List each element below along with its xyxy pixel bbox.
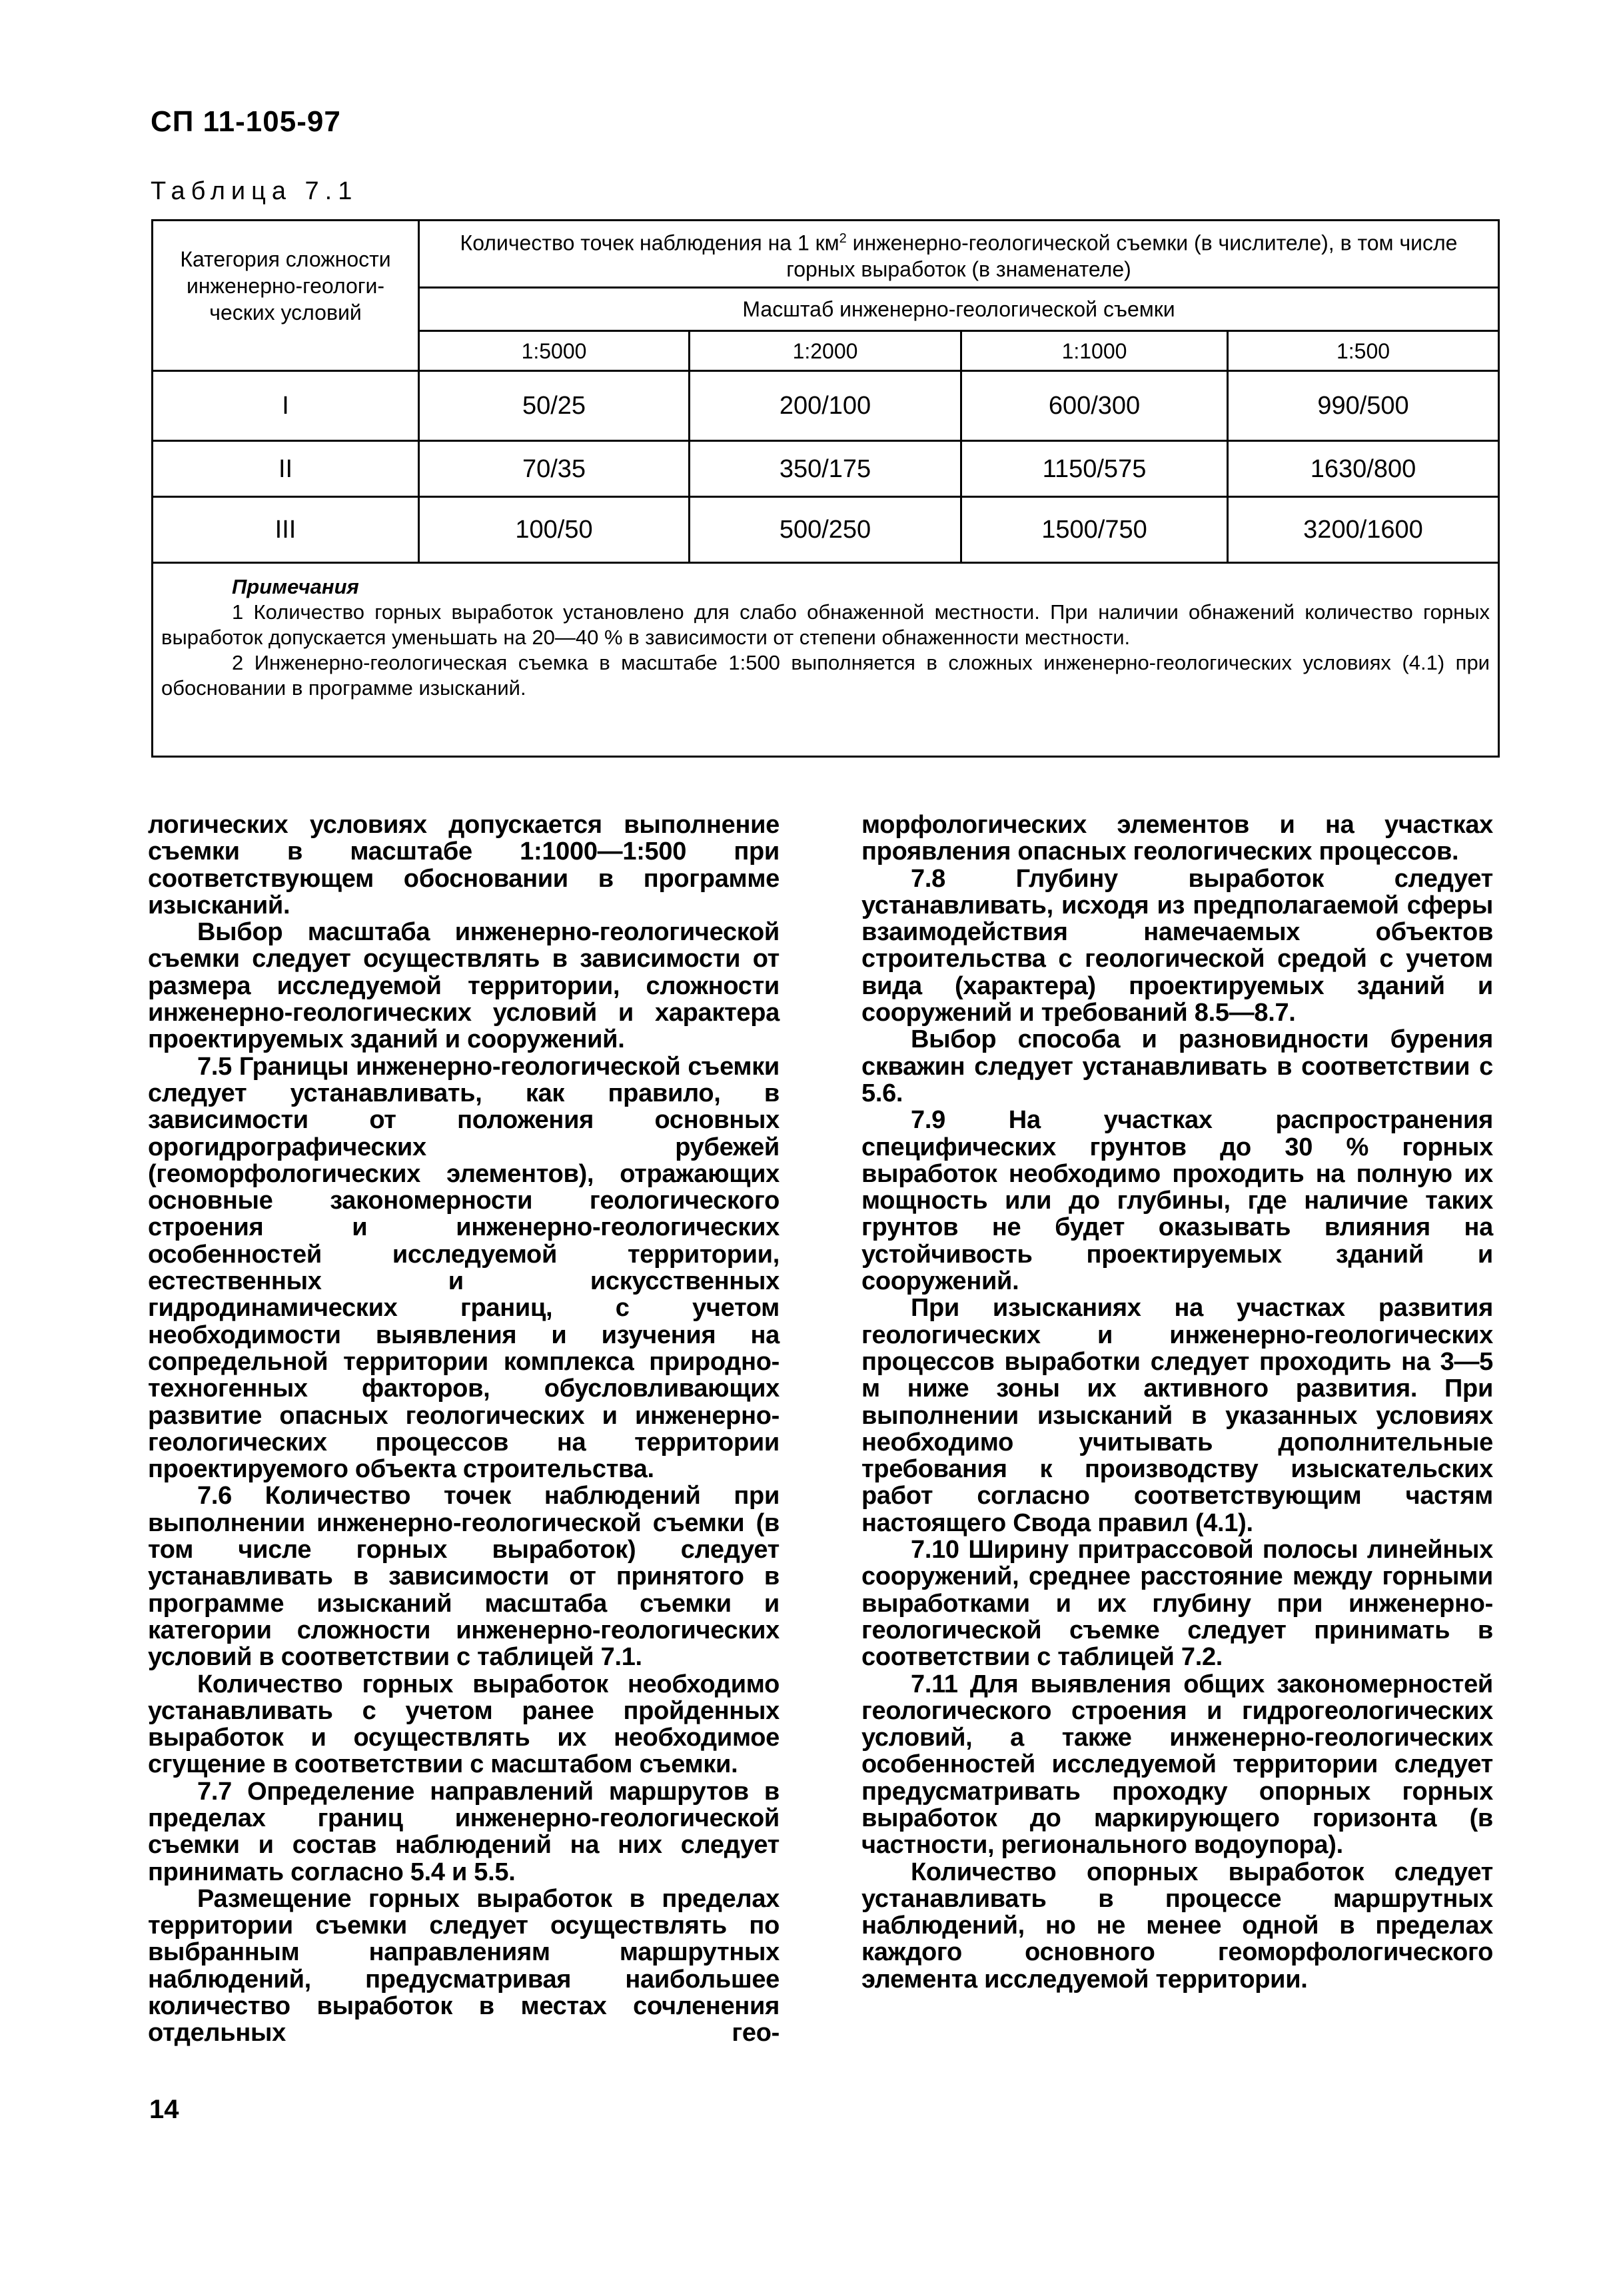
paragraph-7-10 xyxy=(861,1536,1493,1670)
paragraph-text: Количество опорных выработок следует устанавливать в процессе маршрутных наблюдений, но не менее одной в пределах каждого основного геоморфологического элемента исследуемой территории. xyxy=(861,1858,1493,1994)
paragraph xyxy=(148,919,780,1053)
superscript: 2 xyxy=(839,231,847,246)
paragraph-text: Размещение горных выработок в пределах территории съемки следует осуществлять по выбранным направлениям маршрутных наблюдений, предусматривая наибольшее количество выработок в местах сочленения отдельных гео- xyxy=(148,1884,780,2047)
paragraph-text: На участках распространения специфических грунтов до 30 % горных выработок необходимо проходить на полную их мощность или до глубины, где наличие таких грунтов не будет оказывать влияния на устойчивость проектируемых зданий и сооружений. xyxy=(861,1106,1493,1296)
note-item: 2 Инженерно-геологическая съемка в масштабе 1:500 выполняется в сложных инженерно-геологических условиях (4.1) при обосновании в программе изысканий. xyxy=(161,651,1490,700)
paragraph-text: логических условиях допускается выполнение съемки в масштабе 1:1000—1:500 при соответствующем обосновании в программе изысканий. xyxy=(148,811,780,919)
clause-number: 7.11 xyxy=(911,1670,958,1698)
paragraph-text: Количество горных выработок необходимо устанавливать с учетом ранее пройденных выработок и осуществлять их необходимое сгущение в соответствии с масштабом съемки. xyxy=(148,1670,780,1779)
paragraph xyxy=(861,1295,1493,1536)
paragraph-7-9 xyxy=(861,1107,1493,1295)
paragraph-text: Для выявления общих закономерностей геологического строения и гидрогеологических условий, а также инженерно-геологических особенностей исследуемой территории следует предусматривать проходку опорных горных выработок до маркирующего горизонта (в частности, регионального водоупора). xyxy=(861,1670,1493,1860)
value-cell: 50/25 xyxy=(522,392,586,420)
page-number: 14 xyxy=(149,2095,179,2124)
paragraph-7-8 xyxy=(861,865,1493,1027)
clause-number: 7.8 xyxy=(911,864,945,893)
table-7-1 xyxy=(151,219,1500,758)
row-header-category xyxy=(153,221,418,370)
paragraph-text: Количество точек наблюдений при выполнении инженерно-геологической съемки (в том числе горных выработок) следует устанавливать в зависимости от принятого в программе изысканий масштаба съемки и категории сложности инженерно-геологических условий в соответствии с таблицей 7.1. xyxy=(148,1482,780,1672)
paragraph xyxy=(148,812,780,919)
value-cell: 1630/800 xyxy=(1310,454,1416,483)
clause-number: 7.9 xyxy=(911,1106,945,1135)
clause-number: 7.7 xyxy=(197,1777,232,1806)
value-cell: 500/250 xyxy=(779,516,871,544)
paragraph-text: Ширину притрассовой полосы линейных сооружений, среднее расстояние между горными выработками и их глубину при инженерно-геологической съемке следует принимать в соответствии с таблицей 7.2. xyxy=(861,1536,1493,1672)
value-cell: 70/35 xyxy=(522,454,586,483)
column-header-main-text: Количество точек наблюдения на 1 км xyxy=(460,231,839,255)
column-header-main xyxy=(420,221,1498,287)
table-caption: Таблица 7.1 xyxy=(151,177,358,205)
note-item: 1 Количество горных выработок установлено для слабо обнаженной местности. При наличии обнажений количество горных выработок допускается уменьшать на 20—40 % в зависимости от степени обнаженности местности. xyxy=(161,600,1490,649)
scale-header: 1:2000 xyxy=(792,338,858,363)
scale-header: 1:1000 xyxy=(1061,338,1127,363)
row-header-line: ческих условий xyxy=(209,300,362,324)
document-code: СП 11-105-97 xyxy=(151,105,341,138)
paragraph-text: Выбор масштаба инженерно-геологической съемки следует осуществлять в зависимости от размера исследуемой территории, сложности инженерно-геологических условий и характера проектируемых зданий и сооружений. xyxy=(148,918,780,1054)
notes-title: Примечания xyxy=(232,575,359,598)
paragraph xyxy=(148,1886,780,2047)
category-cell: III xyxy=(274,516,296,544)
value-cell: 990/500 xyxy=(1317,392,1409,420)
value-cell: 350/175 xyxy=(779,454,871,483)
clause-number: 7.5 xyxy=(197,1052,232,1081)
row-divider xyxy=(153,562,1498,564)
paragraph xyxy=(148,1671,780,1778)
paragraph xyxy=(861,812,1493,865)
row-header-line: инженерно-геологи- xyxy=(186,273,385,298)
body-column-right xyxy=(861,812,1493,1993)
value-cell: 1500/750 xyxy=(1041,516,1147,544)
body-column-left xyxy=(148,812,780,2047)
paragraph-7-7 xyxy=(148,1778,780,1886)
paragraph-7-11 xyxy=(861,1671,1493,1859)
paragraph xyxy=(861,1859,1493,1993)
table-notes xyxy=(161,574,1490,701)
paragraph-text: При изысканиях на участках развития геологических и инженерно-геологических процессов выработки следует проходить на 3—5 м ниже зоны их активного развития. При выполнении изысканий в указанных условиях необходимо учитывать дополнительные требования к производству изыскательских работ согласно соответствующим частям настоящего Свода правил (4.1). xyxy=(861,1294,1493,1537)
paragraph-text: Определение направлений маршрутов в пределах границ инженерно-геологической съемки и состав наблюдений на них следует принимать согласно 5.4 и 5.5. xyxy=(148,1777,780,1886)
scale-header: 1:5000 xyxy=(521,338,587,363)
row-header-line: Категория сложности xyxy=(180,247,391,271)
scale-header: 1:500 xyxy=(1336,338,1390,363)
paragraph-text: Границы инженерно-геологической съемки следует устанавливать, как правило, в зависимости от положения основных орогидрографических рубежей (геоморфологических элементов), отражающих основные закономерности геологического строения и инженерно-геологических особенностей исследуемой территории, естественных и искусственных гидродинамических границ, с учетом необходимости выявления и изучения на сопредельной территории комплекса природно-техногенных факторов, обусловливающих развитие опасных геологических и инженерно-геологических процессов на территории проектируемого объекта строительства. xyxy=(148,1052,780,1484)
paragraph-text: Глубину выработок следует устанавливать, исходя из предполагаемой сферы взаимодействия намечаемых объектов строительства с геологической средой с учетом вида (характера) проектируемых зданий и сооружений и требований 8.5—8.7. xyxy=(861,864,1493,1027)
paragraph-text: Выбор способа и разновидности бурения скважин следует устанавливать в соответствии с 5.6. xyxy=(861,1025,1493,1107)
category-cell: I xyxy=(282,392,289,420)
clause-number: 7.10 xyxy=(911,1536,959,1564)
paragraph-7-6 xyxy=(148,1482,780,1670)
value-cell: 100/50 xyxy=(515,516,593,544)
column-header-main-text-cont: инженерно-геологической съемки (в числителе), в том числе горных выработок (в знаменателе) xyxy=(786,231,1458,282)
value-cell: 200/100 xyxy=(779,392,871,420)
column-header-scale: Масштаб инженерно-геологической съемки xyxy=(742,297,1175,321)
value-cell: 1150/575 xyxy=(1042,454,1147,483)
value-cell: 3200/1600 xyxy=(1303,516,1423,544)
clause-number: 7.6 xyxy=(197,1482,232,1510)
paragraph-7-5 xyxy=(148,1053,780,1483)
paragraph xyxy=(861,1026,1493,1107)
category-cell: II xyxy=(278,454,293,483)
value-cell: 600/300 xyxy=(1048,392,1141,420)
paragraph-text: морфологических элементов и на участках проявления опасных геологических процессов. xyxy=(861,811,1493,866)
